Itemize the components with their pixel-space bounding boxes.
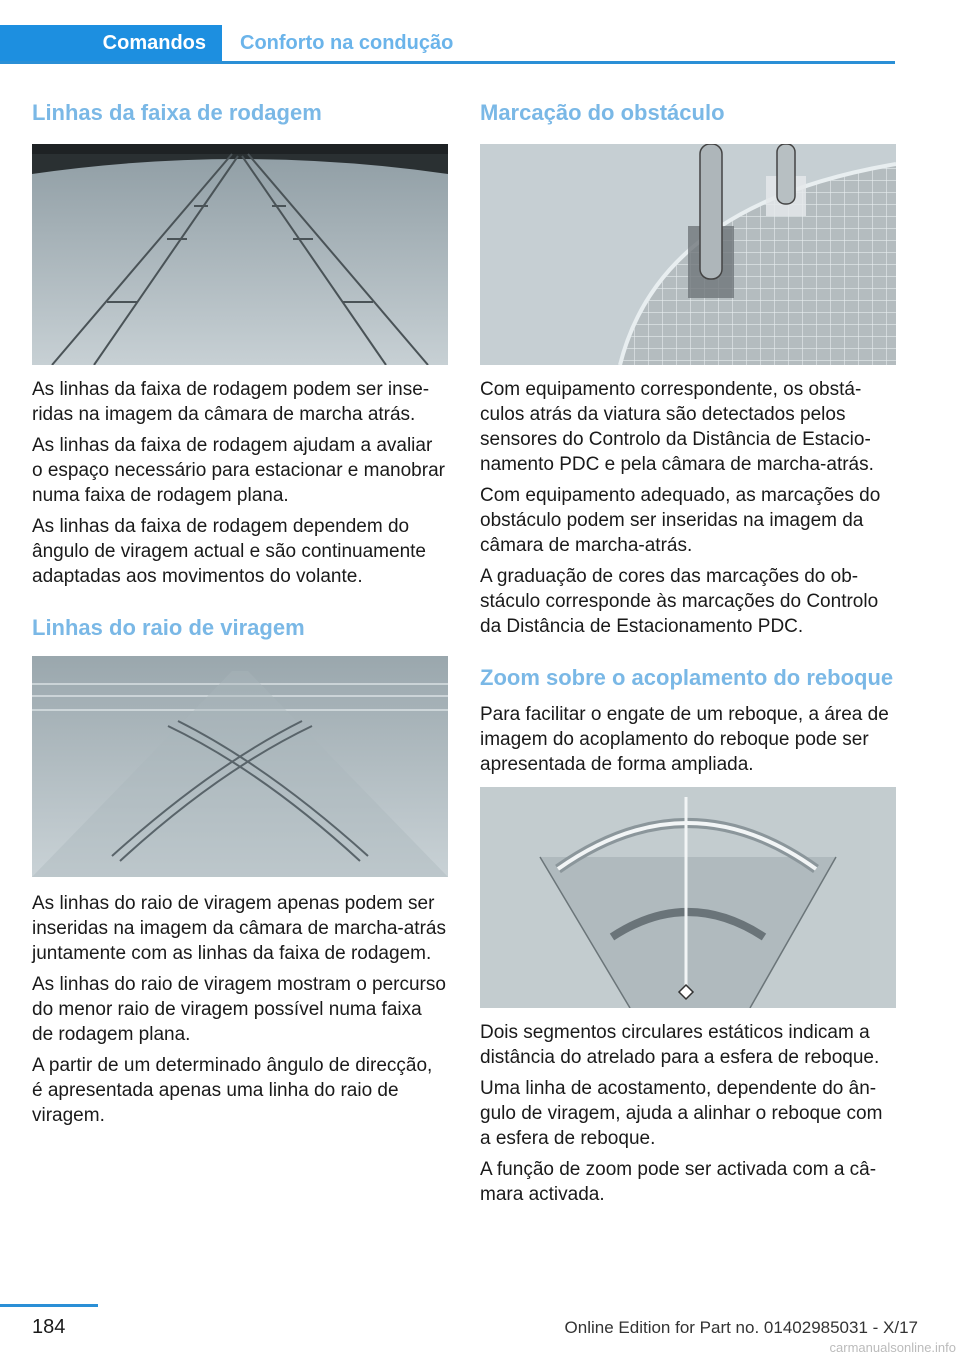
para-obst-3: A graduação de cores das marcações do obstáculo corresponde às marcações do Controlo da Distância de Estacionamento PDC. bbox=[480, 566, 879, 637]
para-raio-1: As linhas do raio de viragem apenas podem ser inseridas na imagem da câmara de marcha-atrás juntamente com as linhas da faixa de rodagem. bbox=[32, 893, 446, 964]
para-zoom-3: Uma linha de acostamento, dependente do ângulo de viragem, ajuda a alinhar o reboque com a esfera de reboque. bbox=[480, 1078, 883, 1149]
para-raio-2: As linhas do raio de viragem mostram o percurso do menor raio de viragem possível numa faixa de rodagem plana. bbox=[32, 974, 446, 1045]
watermark: carmanualsonline.info bbox=[829, 1340, 956, 1355]
para-raio-3: A partir de um determinado ângulo de direcção, é apresentada apenas uma linha do raio de viragem. bbox=[32, 1055, 433, 1126]
footer-rule bbox=[0, 1304, 98, 1307]
figure-obstacle-marking bbox=[480, 144, 896, 365]
heading-zoom: Zoom sobre o acoplamento do reboque bbox=[480, 665, 894, 690]
para-faixa-1: As linhas da faixa de rodagem podem ser inseridas na imagem da câmara de marcha atrás. bbox=[32, 379, 430, 425]
footer-edition: Online Edition for Part no. 01402985031 - X/17 bbox=[564, 1318, 918, 1337]
para-faixa-2: As linhas da faixa de rodagem ajudam a avaliar o espaço necessário para estacionar e manobrar numa faixa de rodagem plana. bbox=[32, 435, 445, 506]
tab-conforto[interactable]: Conforto na condução bbox=[240, 32, 454, 54]
figure-turning-lines bbox=[32, 656, 448, 877]
heading-raio: Linhas do raio de viragem bbox=[32, 615, 305, 640]
chapter-tabbar bbox=[0, 25, 895, 64]
tab-comandos[interactable]: Comandos bbox=[0, 25, 222, 61]
page-number: 184 bbox=[32, 1316, 66, 1338]
heading-faixa: Linhas da faixa de rodagem bbox=[32, 100, 322, 125]
para-obst-2: Com equipamento adequado, as marcações do obstáculo podem ser inseridas na imagem da câmara de marcha-atrás. bbox=[480, 485, 881, 556]
para-faixa-3: As linhas da faixa de rodagem dependem do ângulo de viragem actual e são continuamente adaptadas aos movimentos do volante. bbox=[32, 516, 426, 587]
para-zoom-1: Para facilitar o engate de um reboque, a área de imagem do acoplamento do reboque pode ser apresentada de forma ampliada. bbox=[480, 704, 889, 775]
figure-trailer-zoom bbox=[480, 787, 896, 1008]
right-column bbox=[480, 100, 896, 1213]
para-obst-1: Com equipamento correspondente, os obstáculos atrás da viatura são detectados pelos sensores do Controlo da Distância de Estacionamento PDC e pela câmara de marcha-atrás. bbox=[480, 379, 874, 475]
para-zoom-4: A função de zoom pode ser activada com a câmara activada. bbox=[480, 1159, 877, 1205]
figure-lane-lines bbox=[32, 144, 448, 365]
heading-obstaculo: Marcação do obstáculo bbox=[480, 100, 725, 125]
left-column bbox=[32, 100, 448, 1134]
para-zoom-2: Dois segmentos circulares estáticos indicam a distância do atrelado para a esfera de reboque. bbox=[480, 1022, 880, 1068]
